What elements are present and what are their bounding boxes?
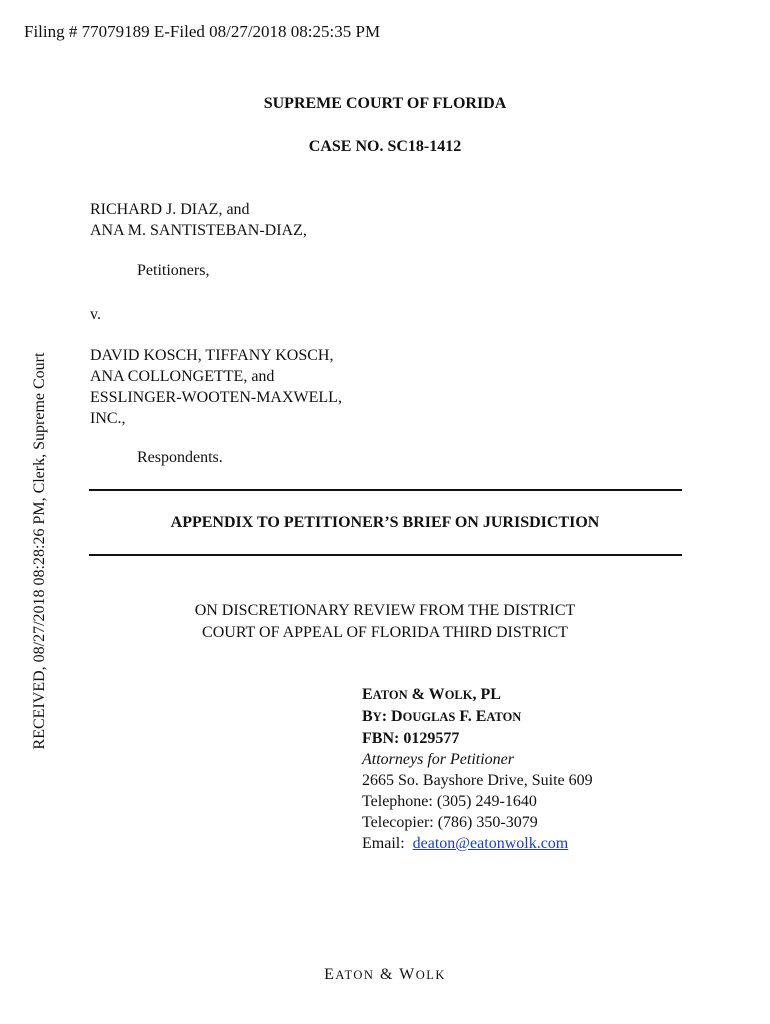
attorney-role: Attorneys for Petitioner [362,751,514,768]
respondents-block [90,345,342,429]
email-link[interactable]: deaton@eatonwolk.com [412,835,569,852]
telecopier: Telecopier: (786) 350-3079 [362,814,538,831]
filing-stamp: Filing # 77079189 E-Filed 08/27/2018 08:25:35 PM [24,22,381,41]
respondent-line: ANA COLLONGETTE, and [90,368,275,385]
versus: v. [90,306,101,323]
petitioners-block [90,199,307,241]
petitioner-line: ANA M. SANTISTEBAN-DIAZ, [90,222,307,239]
firm-name: EATON & WOLK, PL [362,686,501,703]
document-title: APPENDIX TO PETITIONER’S BRIEF ON JURISDICTION [170,514,600,531]
respondents-role: Respondents. [137,449,223,466]
email-label: Email: [362,835,405,852]
address: 2665 So. Bayshore Drive, Suite 609 [362,772,593,789]
received-stamp: RECEIVED, 08/27/2018 08:28:26 PM, Clerk, Supreme Court [31,352,48,750]
review-statement [85,600,685,644]
attorney-name: BY: DOUGLAS F. EATON [362,708,522,725]
bottom-rule [89,554,682,556]
review-line: ON DISCRETIONARY REVIEW FROM THE DISTRICT [194,602,576,619]
fbn-number: FBN: 0129577 [362,730,460,747]
petitioner-line: RICHARD J. DIAZ, and [90,201,250,218]
signature-block [362,684,593,854]
review-line: COURT OF APPEAL OF FLORIDA THIRD DISTRICT [202,624,568,641]
respondent-line: ESSLINGER-WOOTEN-MAXWELL, [90,389,342,406]
top-rule [89,489,682,491]
respondent-line: INC., [90,410,126,427]
telephone: Telephone: (305) 249-1640 [362,793,537,810]
email-line [362,833,593,854]
court-name: SUPREME COURT OF FLORIDA [263,95,507,112]
petitioners-role: Petitioners, [137,262,210,279]
page-footer: EATON & WOLK [324,966,446,983]
case-number: CASE NO. SC18-1412 [308,138,462,155]
respondent-line: DAVID KOSCH, TIFFANY KOSCH, [90,347,334,364]
